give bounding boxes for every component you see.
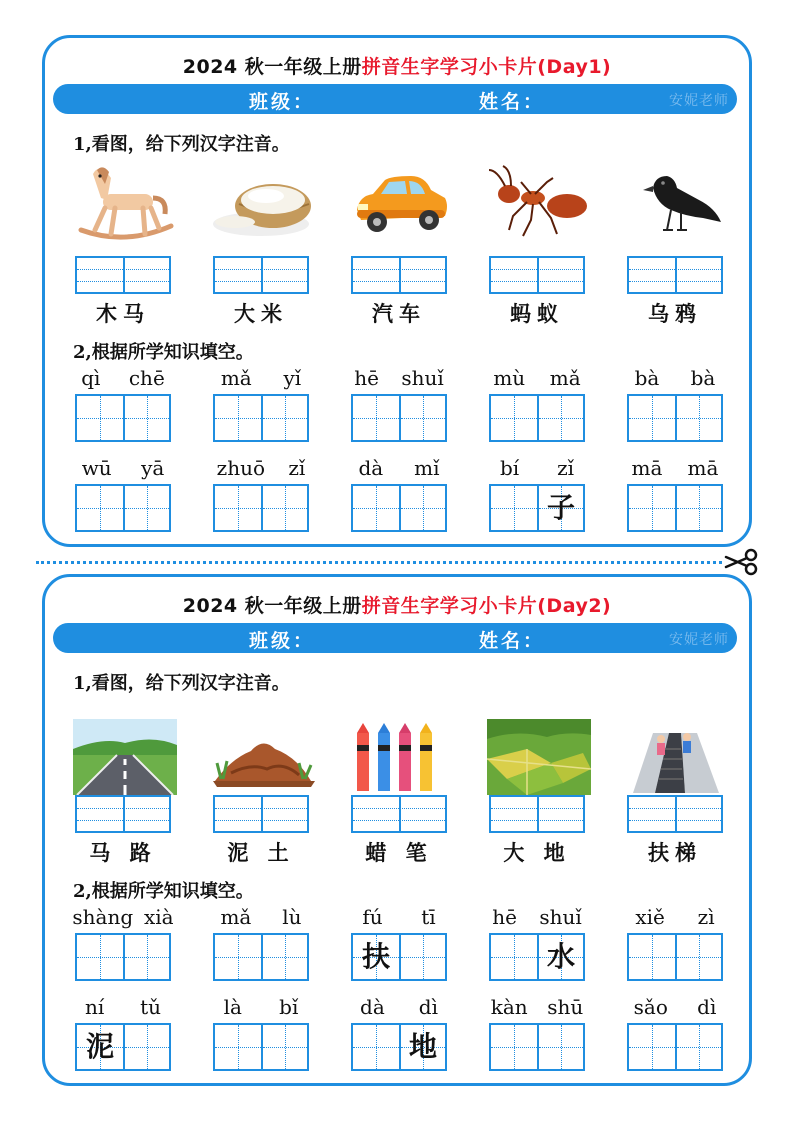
character-cell[interactable] xyxy=(261,396,307,440)
picture-word: 蜡 笔 xyxy=(365,840,433,865)
farmland-icon xyxy=(487,719,591,795)
character-cell[interactable] xyxy=(399,935,445,979)
pinyin-answer-box[interactable] xyxy=(75,256,171,294)
filled-character: 泥 xyxy=(85,1030,114,1063)
tianzige-grid xyxy=(213,394,309,442)
pinyin-prompt xyxy=(481,456,593,480)
watermark: 安妮老师 xyxy=(669,93,729,109)
car-icon xyxy=(349,164,453,240)
card-title xyxy=(45,52,749,79)
pinyin-syllable: bà xyxy=(690,366,716,390)
tianzige-grid xyxy=(75,394,171,442)
pinyin-syllable: mā xyxy=(687,456,719,480)
pinyin-syllable: xià xyxy=(143,905,174,929)
pinyin-prompt xyxy=(205,905,317,929)
character-cell[interactable] xyxy=(123,935,169,979)
pinyin-syllable: zǐ xyxy=(288,456,306,480)
pinyin-prompt xyxy=(343,456,455,480)
pinyin-syllable: chē xyxy=(128,366,165,390)
pinyin-prompt xyxy=(481,995,593,1019)
escalator-icon xyxy=(625,719,729,795)
picture-word: 泥 土 xyxy=(227,840,295,865)
pinyin-syllable: dà xyxy=(360,995,385,1019)
character-cell[interactable] xyxy=(675,935,721,979)
pinyin-syllable: mǎ xyxy=(220,905,252,929)
pinyin-syllable: tǔ xyxy=(140,995,162,1019)
character-cell[interactable] xyxy=(629,396,675,440)
character-cell[interactable] xyxy=(675,486,721,530)
cut-line xyxy=(36,561,722,564)
tianzige-grid xyxy=(627,394,723,442)
box-divider xyxy=(537,797,539,831)
pinyin-syllable: ní xyxy=(84,995,105,1019)
pinyin-answer-box[interactable] xyxy=(627,795,723,833)
pinyin-syllable: bǐ xyxy=(279,995,299,1019)
pinyin-syllable: mā xyxy=(631,456,663,480)
character-cell[interactable] xyxy=(215,935,261,979)
pinyin-prompt xyxy=(205,456,317,480)
pinyin-syllable: mǐ xyxy=(414,456,440,480)
pinyin-syllable: zì xyxy=(697,905,715,929)
title-highlight: 拼音生字学习小卡片(Day2) xyxy=(361,595,612,617)
character-cell[interactable] xyxy=(537,935,583,979)
character-cell[interactable] xyxy=(537,1025,583,1069)
pinyin-syllable: fú xyxy=(362,905,383,929)
tianzige-grid xyxy=(489,484,585,532)
tianzige-grid xyxy=(351,1023,447,1071)
box-divider xyxy=(675,797,677,831)
pinyin-syllable: dì xyxy=(418,995,438,1019)
pinyin-syllable: yā xyxy=(141,456,165,480)
tianzige-grid xyxy=(75,1023,171,1071)
section-2-heading: 2,根据所学知识填空。 xyxy=(73,881,254,902)
character-cell[interactable] xyxy=(629,1025,675,1069)
pinyin-answer-box[interactable] xyxy=(213,256,309,294)
pinyin-answer-box[interactable] xyxy=(75,795,171,833)
pinyin-syllable: shàng xyxy=(72,905,134,929)
box-divider xyxy=(261,258,263,292)
pinyin-syllable: shuǐ xyxy=(539,905,582,929)
character-cell[interactable] xyxy=(491,486,537,530)
pinyin-syllable: hē xyxy=(492,905,517,929)
tianzige-grid xyxy=(213,933,309,981)
box-divider xyxy=(399,797,401,831)
character-cell[interactable] xyxy=(77,486,123,530)
pinyin-prompt xyxy=(205,366,317,390)
rice-icon xyxy=(211,164,315,240)
name-bar xyxy=(53,84,737,114)
pinyin-answer-box[interactable] xyxy=(489,795,585,833)
watermark: 安妮老师 xyxy=(669,632,729,648)
character-cell[interactable] xyxy=(629,486,675,530)
character-cell[interactable] xyxy=(261,486,307,530)
picture-word: 扶梯 xyxy=(648,840,702,865)
pinyin-syllable: qì xyxy=(81,366,101,390)
card-title xyxy=(45,591,749,618)
pinyin-prompt xyxy=(619,995,731,1019)
tianzige-grid xyxy=(351,484,447,532)
character-cell[interactable] xyxy=(353,935,399,979)
tianzige-grid xyxy=(213,484,309,532)
pinyin-syllable: xiě xyxy=(635,905,665,929)
character-cell[interactable] xyxy=(123,396,169,440)
picture-word: 汽车 xyxy=(372,301,426,326)
card-day2 xyxy=(42,574,752,1086)
ant-icon xyxy=(487,164,591,240)
character-cell[interactable] xyxy=(537,486,583,530)
pinyin-prompt xyxy=(619,366,731,390)
title-highlight: 拼音生字学习小卡片(Day1) xyxy=(361,56,612,78)
tianzige-grid xyxy=(351,933,447,981)
box-divider xyxy=(537,258,539,292)
character-cell[interactable] xyxy=(399,396,445,440)
picture-word: 大 地 xyxy=(503,840,571,865)
character-cell[interactable] xyxy=(353,486,399,530)
box-divider xyxy=(123,797,125,831)
character-cell[interactable] xyxy=(629,935,675,979)
name-label: 姓名： xyxy=(479,630,546,652)
crayons-icon xyxy=(349,719,453,795)
tianzige-grid xyxy=(489,933,585,981)
dirt-pile-icon xyxy=(211,719,315,795)
character-cell[interactable] xyxy=(491,935,537,979)
character-cell[interactable] xyxy=(215,1025,261,1069)
pinyin-answer-box[interactable] xyxy=(213,795,309,833)
pinyin-prompt xyxy=(205,995,317,1019)
box-divider xyxy=(675,258,677,292)
tianzige-grid xyxy=(627,1023,723,1071)
tianzige-grid xyxy=(75,933,171,981)
tianzige-grid xyxy=(627,933,723,981)
pinyin-prompt xyxy=(481,366,593,390)
pinyin-syllable: dì xyxy=(697,995,717,1019)
pinyin-syllable: dà xyxy=(358,456,384,480)
title-plain: 2024 秋一年级上册 xyxy=(182,56,362,78)
character-cell[interactable] xyxy=(123,1025,169,1069)
pinyin-prompt xyxy=(343,995,455,1019)
box-divider xyxy=(123,258,125,292)
pinyin-syllable: shuǐ xyxy=(401,366,444,390)
pinyin-syllable: tī xyxy=(421,905,436,929)
character-cell[interactable] xyxy=(261,1025,307,1069)
tianzige-grid xyxy=(627,484,723,532)
filled-character: 扶 xyxy=(361,940,390,973)
rocking-horse-icon xyxy=(73,164,177,240)
character-cell[interactable] xyxy=(399,1025,445,1069)
pinyin-syllable: bí xyxy=(499,456,520,480)
character-cell[interactable] xyxy=(123,486,169,530)
pinyin-syllable: bà xyxy=(634,366,660,390)
card-day1 xyxy=(42,35,752,547)
filled-character: 子 xyxy=(546,491,575,524)
crow-icon xyxy=(625,164,729,240)
pinyin-syllable: zhuō xyxy=(216,456,266,480)
picture-word: 乌鸦 xyxy=(648,301,702,326)
pinyin-syllable: zǐ xyxy=(557,456,575,480)
pinyin-prompt xyxy=(481,905,593,929)
tianzige-grid xyxy=(213,1023,309,1071)
pinyin-prompt xyxy=(619,905,731,929)
character-cell[interactable] xyxy=(215,486,261,530)
character-cell[interactable] xyxy=(675,1025,721,1069)
pinyin-prompt xyxy=(343,905,455,929)
pinyin-syllable: yǐ xyxy=(283,366,302,390)
pinyin-prompt xyxy=(67,366,179,390)
character-cell[interactable] xyxy=(353,1025,399,1069)
picture-word: 马 路 xyxy=(89,840,157,865)
character-cell[interactable] xyxy=(399,486,445,530)
tianzige-grid xyxy=(351,394,447,442)
picture-word: 蚂蚁 xyxy=(510,301,564,326)
pinyin-syllable: wū xyxy=(81,456,112,480)
character-cell[interactable] xyxy=(77,935,123,979)
character-cell[interactable] xyxy=(261,935,307,979)
character-cell[interactable] xyxy=(537,396,583,440)
class-label: 班级： xyxy=(249,630,316,652)
character-cell[interactable] xyxy=(491,1025,537,1069)
name-bar xyxy=(53,623,737,653)
pinyin-answer-box[interactable] xyxy=(351,795,447,833)
pinyin-syllable: lù xyxy=(282,905,302,929)
pinyin-syllable: mǎ xyxy=(220,366,252,390)
picture-word: 木马 xyxy=(96,301,150,326)
pinyin-answer-box[interactable] xyxy=(489,256,585,294)
picture-word: 大米 xyxy=(234,301,288,326)
tianzige-grid xyxy=(489,1023,585,1071)
pinyin-syllable: sǎo xyxy=(633,995,668,1019)
character-cell[interactable] xyxy=(675,396,721,440)
class-label: 班级： xyxy=(249,91,316,113)
character-cell[interactable] xyxy=(77,1025,123,1069)
pinyin-prompt xyxy=(343,366,455,390)
pinyin-syllable: shū xyxy=(547,995,584,1019)
road-icon xyxy=(73,719,177,795)
scissors-icon xyxy=(724,547,760,577)
character-cell[interactable] xyxy=(491,396,537,440)
pinyin-syllable: mǎ xyxy=(549,366,581,390)
tianzige-grid xyxy=(489,394,585,442)
pinyin-syllable: kàn xyxy=(490,995,528,1019)
pinyin-prompt xyxy=(619,456,731,480)
title-plain: 2024 秋一年级上册 xyxy=(182,595,362,617)
character-cell[interactable] xyxy=(215,396,261,440)
pinyin-syllable: mù xyxy=(493,366,526,390)
pinyin-answer-box[interactable] xyxy=(351,256,447,294)
pinyin-syllable: là xyxy=(223,995,242,1019)
section-1-heading: 1,看图，给下列汉字注音。 xyxy=(73,134,290,155)
pinyin-prompt xyxy=(67,456,179,480)
pinyin-prompt xyxy=(67,995,179,1019)
filled-character: 水 xyxy=(546,940,575,973)
filled-character: 地 xyxy=(408,1030,437,1063)
pinyin-syllable: hē xyxy=(354,366,379,390)
section-2-heading: 2,根据所学知识填空。 xyxy=(73,342,254,363)
character-cell[interactable] xyxy=(353,396,399,440)
pinyin-prompt xyxy=(67,905,179,929)
pinyin-answer-box[interactable] xyxy=(627,256,723,294)
name-label: 姓名： xyxy=(479,91,546,113)
box-divider xyxy=(399,258,401,292)
section-1-heading: 1,看图，给下列汉字注音。 xyxy=(73,673,290,694)
box-divider xyxy=(261,797,263,831)
tianzige-grid xyxy=(75,484,171,532)
character-cell[interactable] xyxy=(77,396,123,440)
